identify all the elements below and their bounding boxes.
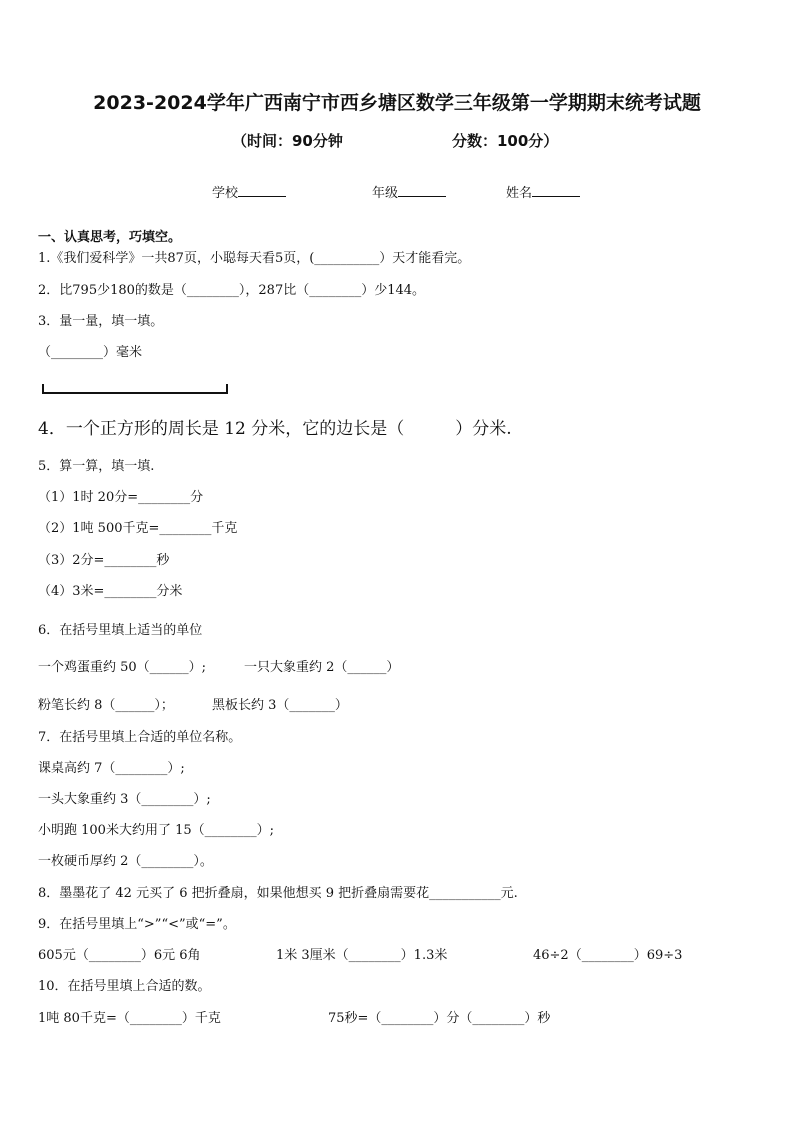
name-blank bbox=[532, 184, 580, 197]
question-6: 6．在括号里填上适当的单位 bbox=[38, 623, 203, 638]
section-heading: 一、认真思考，巧填空。 bbox=[38, 230, 182, 245]
question-7-d: 一枚硬币厚约 2（________）。 bbox=[38, 854, 213, 869]
question-10-a: 1吨 80千克=（________）千克 bbox=[38, 1011, 221, 1026]
question-6-a: 一个鸡蛋重约 50（______）; bbox=[38, 660, 207, 675]
grade-label: 年级 bbox=[372, 186, 399, 201]
name-label: 姓名 bbox=[506, 186, 533, 201]
school-blank bbox=[238, 184, 286, 197]
question-3-answer: （________）毫米 bbox=[38, 345, 143, 360]
grade-blank bbox=[398, 184, 446, 197]
school-label: 学校 bbox=[212, 186, 239, 201]
question-5-3: （3）2分=________秒 bbox=[38, 553, 170, 568]
question-9: 9．在括号里填上“>”“<”或“=”。 bbox=[38, 917, 236, 932]
question-6-c: 粉笔长约 8（______）； bbox=[38, 698, 174, 713]
question-9-c: 46÷2（________）69÷3 bbox=[533, 948, 683, 963]
question-9-a: 605元（________）6元 6角 bbox=[38, 948, 201, 963]
question-6-b: 一只大象重约 2（______） bbox=[244, 660, 400, 675]
question-5: 5．算一算，填一填. bbox=[38, 459, 155, 474]
name-field bbox=[506, 182, 580, 201]
question-10: 10．在括号里填上合适的数。 bbox=[38, 979, 211, 994]
question-4: 4．一个正方形的周长是 12 分米，它的边长是（ ）分米. bbox=[38, 419, 512, 439]
grade-field bbox=[372, 182, 446, 201]
question-9-b: 1米 3厘米（________）1.3米 bbox=[276, 948, 448, 963]
question-1: 1.《我们爱科学》一共87页，小聪每天看5页，(__________）天才能看完。 bbox=[38, 251, 471, 266]
question-6-d: 黑板长约 3（_______） bbox=[212, 698, 348, 713]
question-8: 8．墨墨花了 42 元买了 6 把折叠扇，如果他想买 9 把折叠扇需要花___________元. bbox=[38, 886, 518, 901]
question-7-a: 课桌高约 7（________）; bbox=[38, 761, 185, 776]
question-3: 3．量一量，填一填。 bbox=[38, 314, 164, 329]
exam-time: （时间：90分钟 bbox=[232, 132, 343, 150]
question-7: 7．在括号里填上合适的单位名称。 bbox=[38, 730, 242, 745]
question-2: 2．比795少180的数是（________），287比（________）少144。 bbox=[38, 283, 426, 298]
measure-line bbox=[42, 384, 228, 394]
question-7-b: 一头大象重约 3（________）; bbox=[38, 792, 211, 807]
exam-score: 分数：100分） bbox=[452, 132, 559, 150]
question-5-1: （1）1时 20分=________分 bbox=[38, 490, 204, 505]
school-field bbox=[212, 182, 286, 201]
question-5-4: （4）3米=________分米 bbox=[38, 584, 183, 599]
question-10-b: 75秒=（________）分（________）秒 bbox=[328, 1011, 551, 1026]
question-7-c: 小明跑 100米大约用了 15（________）; bbox=[38, 823, 274, 838]
question-5-2: （2）1吨 500千克=________千克 bbox=[38, 521, 238, 536]
page-title: 2023-2024学年广西南宁市西乡塘区数学三年级第一学期期末统考试题 bbox=[93, 92, 701, 114]
